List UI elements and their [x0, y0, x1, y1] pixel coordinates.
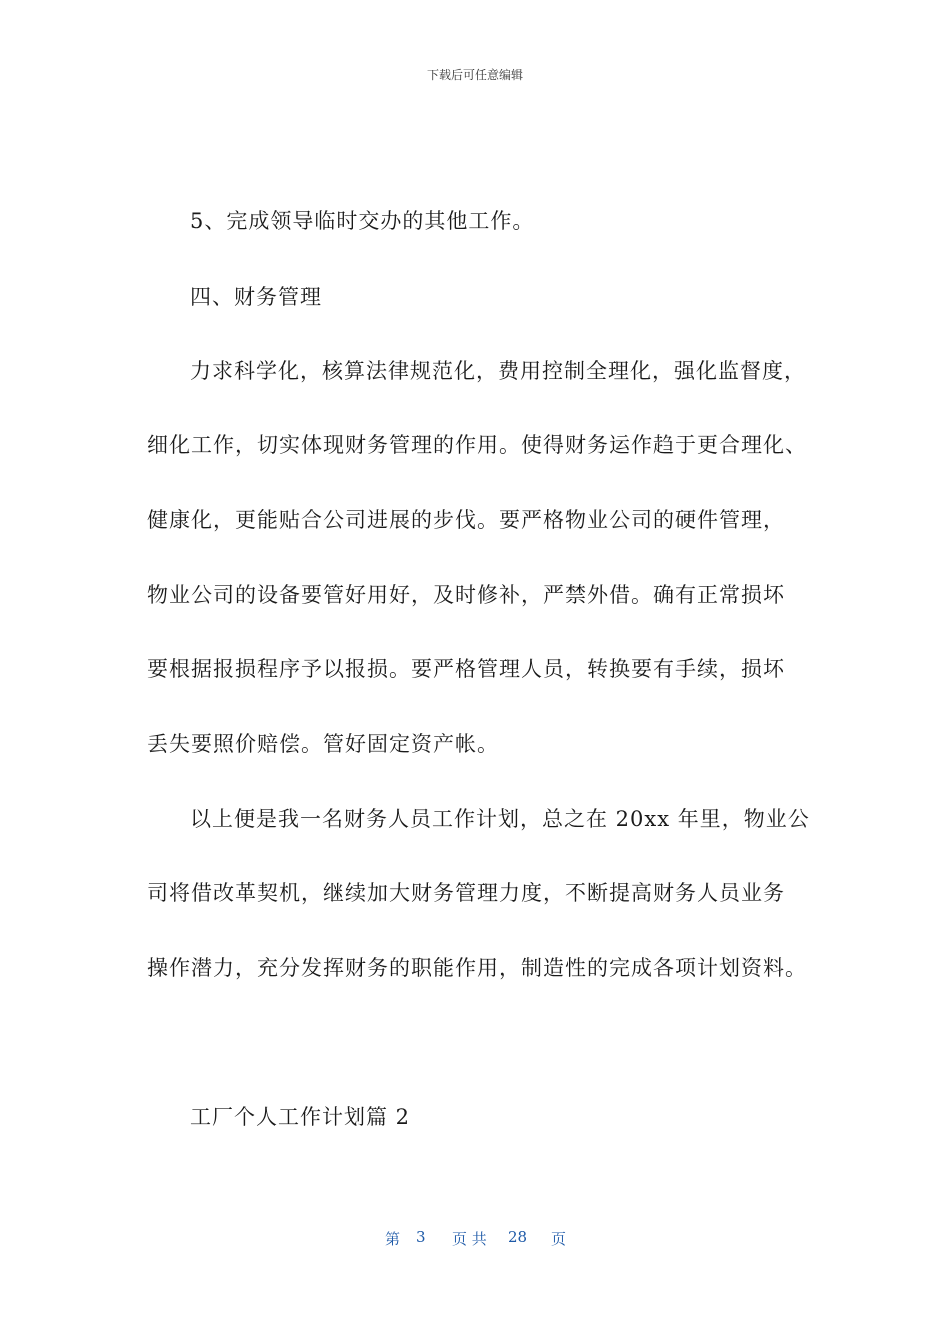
text-line-8: 丢失要照价赔偿。管好固定资产帐。	[147, 732, 499, 756]
text-line-5: 健康化，更能贴合公司进展的步伐。要严格物业公司的硬件管理，	[147, 508, 785, 532]
page-footer	[0, 1228, 950, 1252]
text-line-6: 物业公司的设备要管好用好，及时修补，严禁外借。确有正常损坏	[147, 583, 785, 607]
text-line-9: 以上便是我一名财务人员工作计划，总之在 20xx 年里，物业公	[190, 807, 810, 831]
section-heading-part2: 工厂个人工作计划篇 2	[190, 1105, 411, 1129]
text-line-1: 5、完成领导临时交办的其他工作。	[190, 209, 535, 233]
page-header: 下载后可任意编辑	[426, 68, 523, 82]
footer-total-pages: 28	[508, 1228, 528, 1246]
text-line-3: 力求科学化，核算法律规范化，费用控制全理化，强化监督度，	[190, 359, 806, 383]
text-line-4: 细化工作，切实体现财务管理的作用。使得财务运作趋于更合理化、	[147, 433, 807, 457]
footer-suffix: 页	[551, 1230, 567, 1248]
text-line-7: 要根据报损程序予以报损。要严格管理人员，转换要有手续，损坏	[147, 657, 785, 681]
text-line-11: 操作潜力，充分发挥财务的职能作用，制造性的完成各项计划资料。	[147, 956, 807, 980]
footer-prefix: 第	[385, 1230, 401, 1248]
section-heading-finance: 四、财务管理	[190, 285, 322, 309]
text-line-10: 司将借改革契机，继续加大财务管理力度，不断提高财务人员业务	[147, 881, 785, 905]
footer-middle: 页 共	[452, 1230, 487, 1248]
footer-current-page: 3	[416, 1228, 426, 1246]
